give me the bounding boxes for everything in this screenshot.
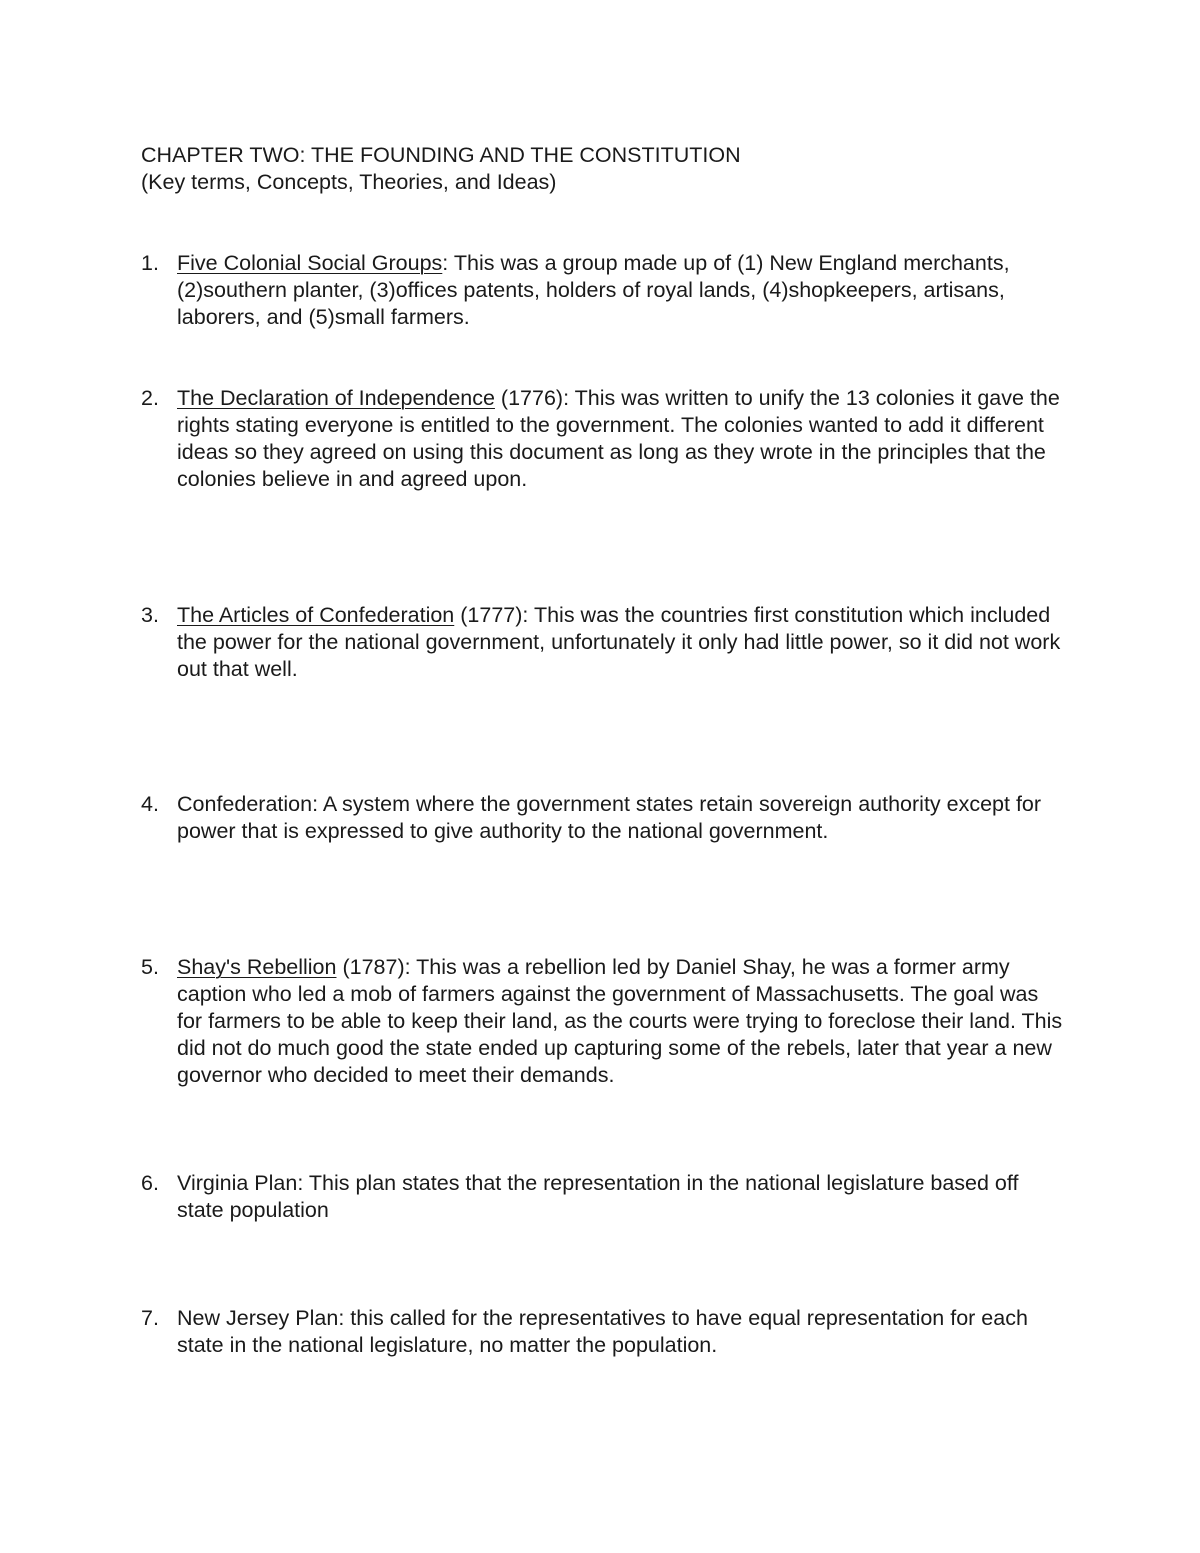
item-number: 2. — [141, 386, 159, 410]
item-description: New Jersey Plan: this called for the representatives to have equal representation for each state in the national legislature, no matter the population. — [177, 1306, 1028, 1357]
item-text — [177, 1305, 1067, 1359]
item-text — [177, 791, 1067, 845]
item-description: Virginia Plan: This plan states that the representation in the national legislature based off state population — [177, 1171, 1019, 1222]
item-number: 1. — [141, 251, 159, 275]
item-text — [177, 385, 1067, 493]
item-term: Five Colonial Social Groups — [177, 251, 443, 275]
item-number: 7. — [141, 1306, 159, 1330]
chapter-subtitle: (Key terms, Concepts, Theories, and Ideas) — [141, 170, 557, 194]
item-description: (1776): This was written to unify the 13 colonies it gave the rights stating everyone is entitled to the government. The colonies wanted to add it different ideas so they agreed on using this document as long as they wrote in the principles that the colonies believe in and agreed upon. — [177, 386, 1060, 491]
list-item — [141, 602, 1071, 683]
item-text — [177, 250, 1067, 331]
item-description: Confederation: A system where the government states retain sovereign authority except for power that is expressed to give authority to the national government. — [177, 792, 1042, 843]
item-text — [177, 1170, 1067, 1224]
item-description: (1777): This was the countries first constitution which included the power for the national government, unfortunately it only had little power, so it did not work out that well. — [177, 603, 1061, 681]
list-item — [141, 954, 1071, 1089]
list-item — [141, 250, 1071, 331]
item-text — [177, 954, 1067, 1089]
list-item — [141, 1305, 1071, 1359]
list-item — [141, 791, 1071, 845]
chapter-title: CHAPTER TWO: THE FOUNDING AND THE CONSTITUTION — [141, 143, 741, 167]
list-item — [141, 1170, 1071, 1224]
item-description: : This was a group made up of (1) New England merchants, (2)southern planter, (3)offices patents, holders of royal lands, (4)shopkeepers, artisans, laborers, and (5)small farmers. — [177, 251, 1010, 329]
list-item — [141, 385, 1071, 493]
item-term: Shay's Rebellion — [177, 955, 337, 979]
item-number: 6. — [141, 1171, 159, 1195]
item-number: 5. — [141, 955, 159, 979]
document-header — [141, 142, 1101, 196]
item-term: The Articles of Confederation — [177, 603, 455, 627]
item-description: (1787): This was a rebellion led by Daniel Shay, he was a former army caption who led a mob of farmers against the government of Massachusetts. The goal was for farmers to be able to keep their land, as the courts were trying to foreclose their land. This did not do much good the state ended up capturing some of the rebels, later that year a new governor who decided to meet their demands. — [177, 955, 1063, 1087]
item-number: 3. — [141, 603, 159, 627]
item-number: 4. — [141, 792, 159, 816]
item-term: The Declaration of Independence — [177, 386, 495, 410]
item-text — [177, 602, 1067, 683]
